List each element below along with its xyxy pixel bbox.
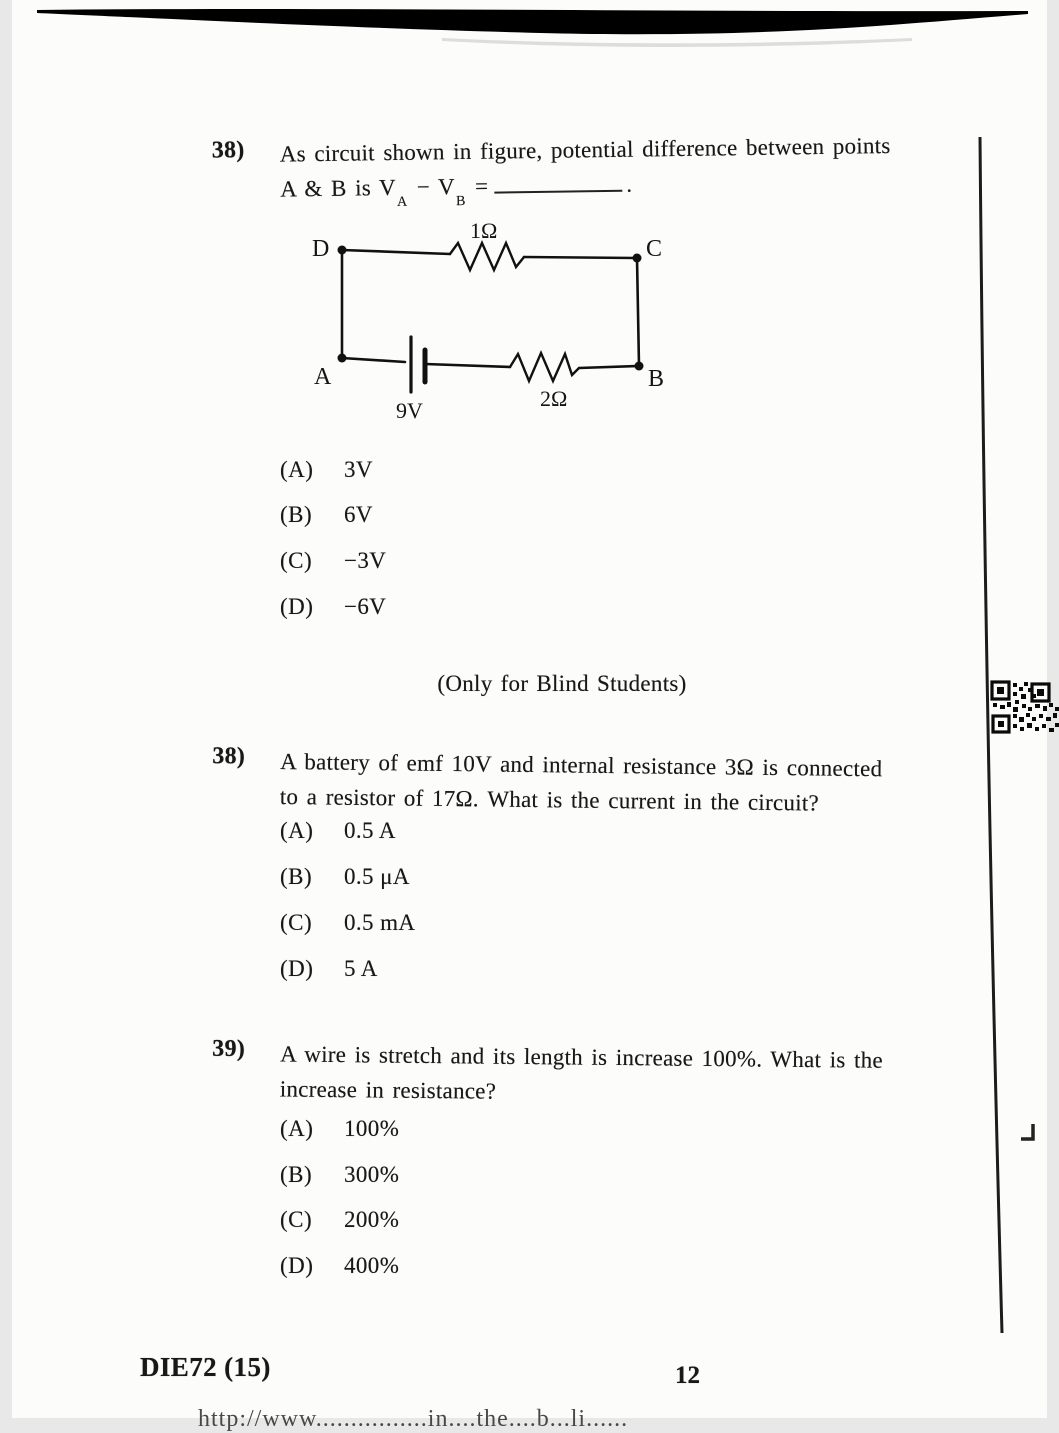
option-value: 100%: [344, 1116, 400, 1141]
option-row: [280, 502, 373, 528]
node-dot-c: [633, 254, 642, 263]
option-value: 200%: [344, 1207, 400, 1232]
option-row: [280, 956, 378, 982]
node-label-b: B: [648, 366, 665, 392]
partial-url-fragment: http://www................in....the....b...li......: [198, 1406, 629, 1432]
option-row: [280, 818, 396, 844]
question-38-line2-prefix: A & B is V: [280, 174, 397, 202]
option-value: −6V: [344, 594, 387, 619]
option-value: 3V: [344, 457, 373, 482]
top-resistor-label: 1Ω: [470, 218, 498, 243]
option-row: [280, 1253, 399, 1279]
option-value: 0.5 A: [344, 818, 396, 843]
option-label: (A): [280, 457, 314, 482]
question-38-line1: As circuit shown in figure, potential difference between points: [279, 133, 891, 167]
question-38-number: 38): [211, 137, 245, 164]
option-value: 400%: [344, 1253, 400, 1278]
question-39-line2: increase in resistance?: [279, 1076, 497, 1104]
page-number: 12: [675, 1362, 700, 1389]
option-label: (A): [280, 1116, 314, 1141]
option-row: [280, 457, 373, 483]
question-38-line2-equals: =: [466, 173, 489, 199]
option-label: (B): [280, 502, 313, 527]
option-row: [280, 1207, 399, 1233]
node-label-c: C: [646, 236, 663, 262]
blind-students-heading: (Only for Blind Students): [437, 671, 687, 696]
option-value: 5 A: [344, 956, 378, 981]
option-row: [280, 1162, 399, 1188]
hook-mark: [1021, 1124, 1033, 1139]
option-label: (D): [280, 1253, 314, 1278]
bottom-resistor-label: 2Ω: [540, 386, 568, 411]
option-value: 300%: [344, 1162, 400, 1187]
subscript-a: A: [396, 194, 408, 210]
option-row: [280, 864, 410, 890]
question-38-line2-mid: − V: [408, 174, 456, 200]
scanned-exam-page: [12, 0, 1047, 1432]
top-scan-band: [37, 9, 1028, 34]
circuit-diagram: [300, 212, 710, 432]
option-row: [280, 548, 386, 574]
node-dot-b: [635, 362, 644, 371]
node-dot-a: [338, 354, 347, 363]
question-39-number: 39): [212, 1035, 246, 1063]
question-38: [211, 126, 1003, 210]
option-label: (D): [280, 594, 314, 619]
question-38-line2-period: .: [626, 171, 633, 197]
option-label: (C): [280, 548, 313, 573]
option-row: [280, 1116, 399, 1142]
option-value: 0.5 μA: [344, 864, 410, 889]
option-row: [280, 594, 386, 620]
option-value: 6V: [344, 502, 373, 527]
option-label: (C): [280, 1207, 313, 1232]
exam-code: DIE72 (15): [140, 1352, 271, 1382]
option-value: 0.5 mA: [344, 910, 416, 935]
question-38-blind-line2: to a resistor of 17Ω. What is the current in the circuit?: [279, 783, 820, 816]
option-label: (B): [280, 864, 313, 889]
node-label-d: D: [312, 236, 330, 262]
option-value: −3V: [344, 548, 387, 573]
battery-label: 9V: [396, 398, 423, 423]
question-39: [212, 1036, 1023, 1114]
question-38-blind-number: 38): [212, 743, 246, 770]
top-scan-smudge: [442, 38, 912, 47]
node-label-a: A: [314, 364, 332, 390]
option-label: (A): [280, 818, 314, 843]
option-label: (D): [280, 956, 314, 981]
question-38-blind: [212, 743, 1013, 823]
node-dot-d: [338, 246, 347, 255]
qr-code-icon: [991, 680, 1059, 739]
question-39-line1: A wire is stretch and its length is increase 100%. What is the: [280, 1041, 884, 1073]
question-38-blind-line1: A battery of emf 10V and internal resistance 3Ω is connected: [280, 748, 883, 782]
option-row: [280, 910, 415, 936]
option-label: (B): [280, 1162, 313, 1187]
answer-blank-line: [494, 172, 622, 194]
option-label: (C): [280, 910, 313, 935]
subscript-b: B: [456, 193, 466, 209]
